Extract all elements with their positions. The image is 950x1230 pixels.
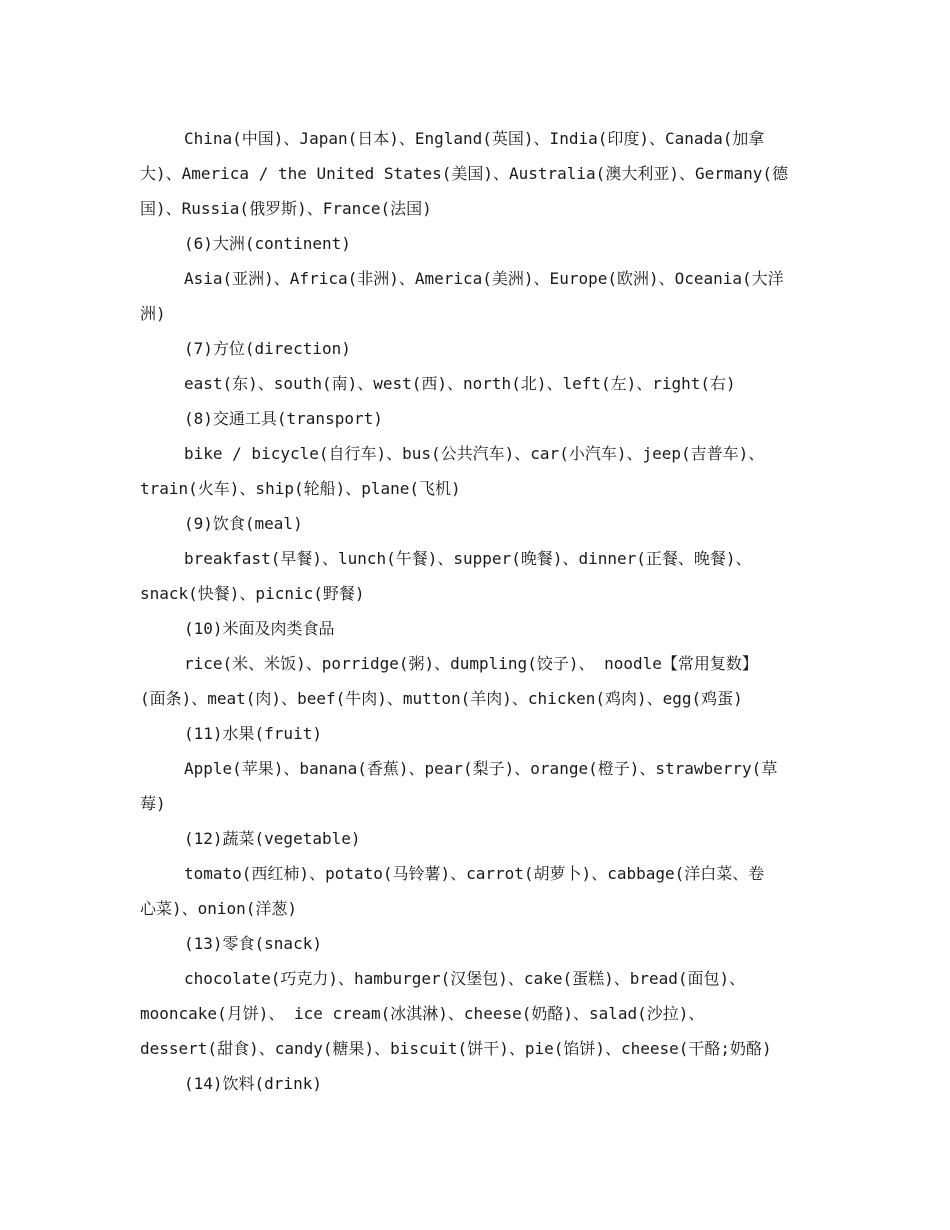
section-heading: (11)水果(fruit) <box>184 724 322 743</box>
text-line: 洲) <box>140 304 166 323</box>
text-line: 大)、America / the United States(美国)、Australia(澳大利亚)、Germany(德 <box>140 164 789 183</box>
text-line: (面条)、meat(肉)、beef(牛肉)、mutton(羊肉)、chicken(鸡肉)、egg(鸡蛋) <box>140 689 743 708</box>
text-line: rice(米、米饭)、porridge(粥)、dumpling(饺子)、 noodle【常用复数】 <box>184 654 758 673</box>
section-heading: (10)米面及肉类食品 <box>184 619 335 638</box>
section-heading: (8)交通工具(transport) <box>184 409 383 428</box>
section-heading: (9)饮食(meal) <box>184 514 303 533</box>
text-line: dessert(甜食)、candy(糖果)、biscuit(饼干)、pie(馅饼)、cheese(干酪;奶酪) <box>140 1039 772 1058</box>
document-body <box>140 121 812 1101</box>
text-line: Asia(亚洲)、Africa(非洲)、America(美洲)、Europe(欧洲)、Oceania(大洋 <box>184 269 784 288</box>
section-heading: (13)零食(snack) <box>184 934 322 953</box>
text-line: 莓) <box>140 794 166 813</box>
text-line: mooncake(月饼)、 ice cream(冰淇淋)、cheese(奶酪)、salad(沙拉)、 <box>140 1004 705 1023</box>
text-line: Apple(苹果)、banana(香蕉)、pear(梨子)、orange(橙子)、strawberry(草 <box>184 759 778 778</box>
text-line: China(中国)、Japan(日本)、England(英国)、India(印度)、Canada(加拿 <box>184 129 765 148</box>
section-heading: (12)蔬菜(vegetable) <box>184 829 361 848</box>
text-line: east(东)、south(南)、west(西)、north(北)、left(左)、right(右) <box>184 374 736 393</box>
text-line: tomato(西红柿)、potato(马铃薯)、carrot(胡萝卜)、cabbage(洋白菜、卷 <box>184 864 765 883</box>
text-line: 国)、Russia(俄罗斯)、France(法国) <box>140 199 432 218</box>
section-heading: (6)大洲(continent) <box>184 234 351 253</box>
text-line: 心菜)、onion(洋葱) <box>140 899 298 918</box>
section-heading: (14)饮料(drink) <box>184 1074 322 1093</box>
text-line: train(火车)、ship(轮船)、plane(飞机) <box>140 479 461 498</box>
text-line: snack(快餐)、picnic(野餐) <box>140 584 365 603</box>
text-line: bike / bicycle(自行车)、bus(公共汽车)、car(小汽车)、jeep(吉普车)、 <box>184 444 765 463</box>
text-line: breakfast(早餐)、lunch(午餐)、supper(晚餐)、dinner(正餐、晚餐)、 <box>184 549 752 568</box>
text-line: chocolate(巧克力)、hamburger(汉堡包)、cake(蛋糕)、bread(面包)、 <box>184 969 746 988</box>
section-heading: (7)方位(direction) <box>184 339 351 358</box>
